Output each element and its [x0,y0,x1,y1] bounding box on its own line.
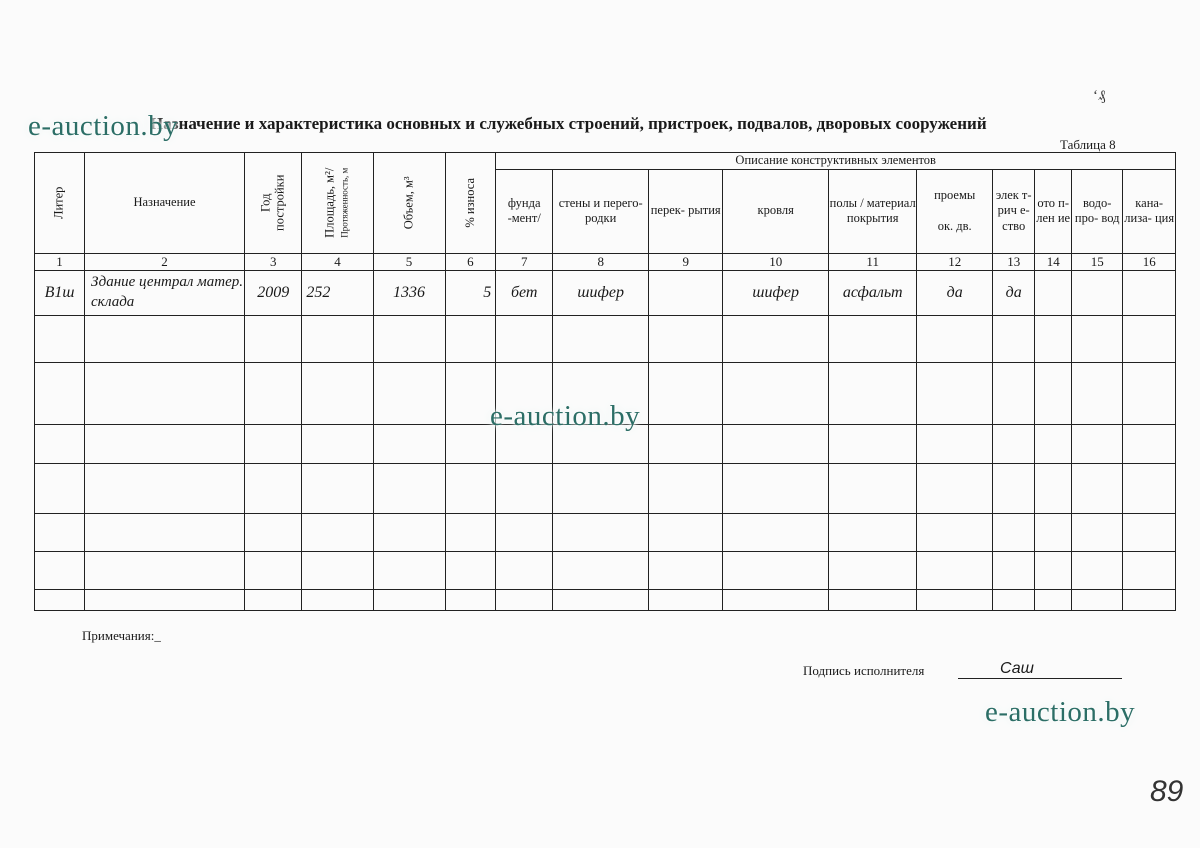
scribble-mark: ʻ₰ [1093,88,1106,104]
col-number: 15 [1072,253,1123,270]
header-liter: Литер [35,153,85,254]
column-numbers-row [35,253,1176,270]
col-number: 1 [35,253,85,270]
table-row [35,270,1176,315]
col-number: 16 [1123,253,1176,270]
buildings-table [34,152,1176,611]
cell-water [1072,270,1123,315]
table-row [35,513,1176,551]
cell-sewerage [1123,270,1176,315]
col-number: 5 [373,253,445,270]
notes-label: Примечания:_ [82,628,161,643]
header-roof: кровля [723,169,829,253]
col-number: 13 [993,253,1035,270]
header-floors: полы / материал покрытия [829,169,917,253]
cell-volume: 1336 [373,270,445,315]
cell-electricity: да [993,270,1035,315]
cell-purpose: Здание централ матер. склада [85,270,245,315]
col-number: 14 [1035,253,1072,270]
header-area: Площадь, м²/ Протяженность, м [302,153,373,254]
header-electricity: элек т- рич е- ство [993,169,1035,253]
watermark: e-auction.by [985,696,1136,728]
header-openings: проемы ок. дв. [917,169,993,253]
cell-walls: шифер [553,270,649,315]
cell-liter: В1ш [35,270,85,315]
table-row [35,589,1176,610]
cell-wear: 5 [445,270,496,315]
col-number: 3 [245,253,302,270]
table-row [35,463,1176,513]
header-purpose: Назначение [85,153,245,254]
col-number: 6 [445,253,496,270]
table-number: Таблица 8 [1060,137,1116,152]
header-heating: ото п- лен ие [1035,169,1072,253]
col-number: 4 [302,253,373,270]
col-number: 7 [496,253,553,270]
header-volume: Объем, м³ [373,153,445,254]
watermark: e-auction.by [490,400,641,432]
header-foundation: фунда -мент/ [496,169,553,253]
cell-heating [1035,270,1072,315]
cell-roof: шифер [723,270,829,315]
col-number: 2 [85,253,245,270]
col-number: 9 [649,253,723,270]
cell-floors: асфальт [829,270,917,315]
cell-ceilings [649,270,723,315]
document-title: Назначение и характеристика основных и служебных строений, пристроек, подвалов, дворовых сооружений [150,114,987,133]
page-mark: 89 [1150,775,1184,808]
col-number: 12 [917,253,993,270]
signature-line [958,678,1122,679]
signature-label: Подпись исполнителя [803,663,925,678]
header-group-description: Описание конструктивных элементов [496,153,1176,170]
header-water: водо- про- вод [1072,169,1123,253]
cell-area: 252 [302,270,373,315]
cell-year: 2009 [245,270,302,315]
col-number: 11 [829,253,917,270]
watermark: e-auction.by [28,110,179,142]
header-ceilings: перек- рытия [649,169,723,253]
cell-foundation: бет [496,270,553,315]
cell-openings: да [917,270,993,315]
table-row [35,315,1176,362]
header-year: Год постройки [245,153,302,254]
header-walls: стены и перего- родки [553,169,649,253]
header-sewerage: кана- лиза- ция [1123,169,1176,253]
col-number: 10 [723,253,829,270]
signature: Саш [1000,660,1034,677]
table-row [35,551,1176,589]
col-number: 8 [553,253,649,270]
header-wear: % износа [445,153,496,254]
